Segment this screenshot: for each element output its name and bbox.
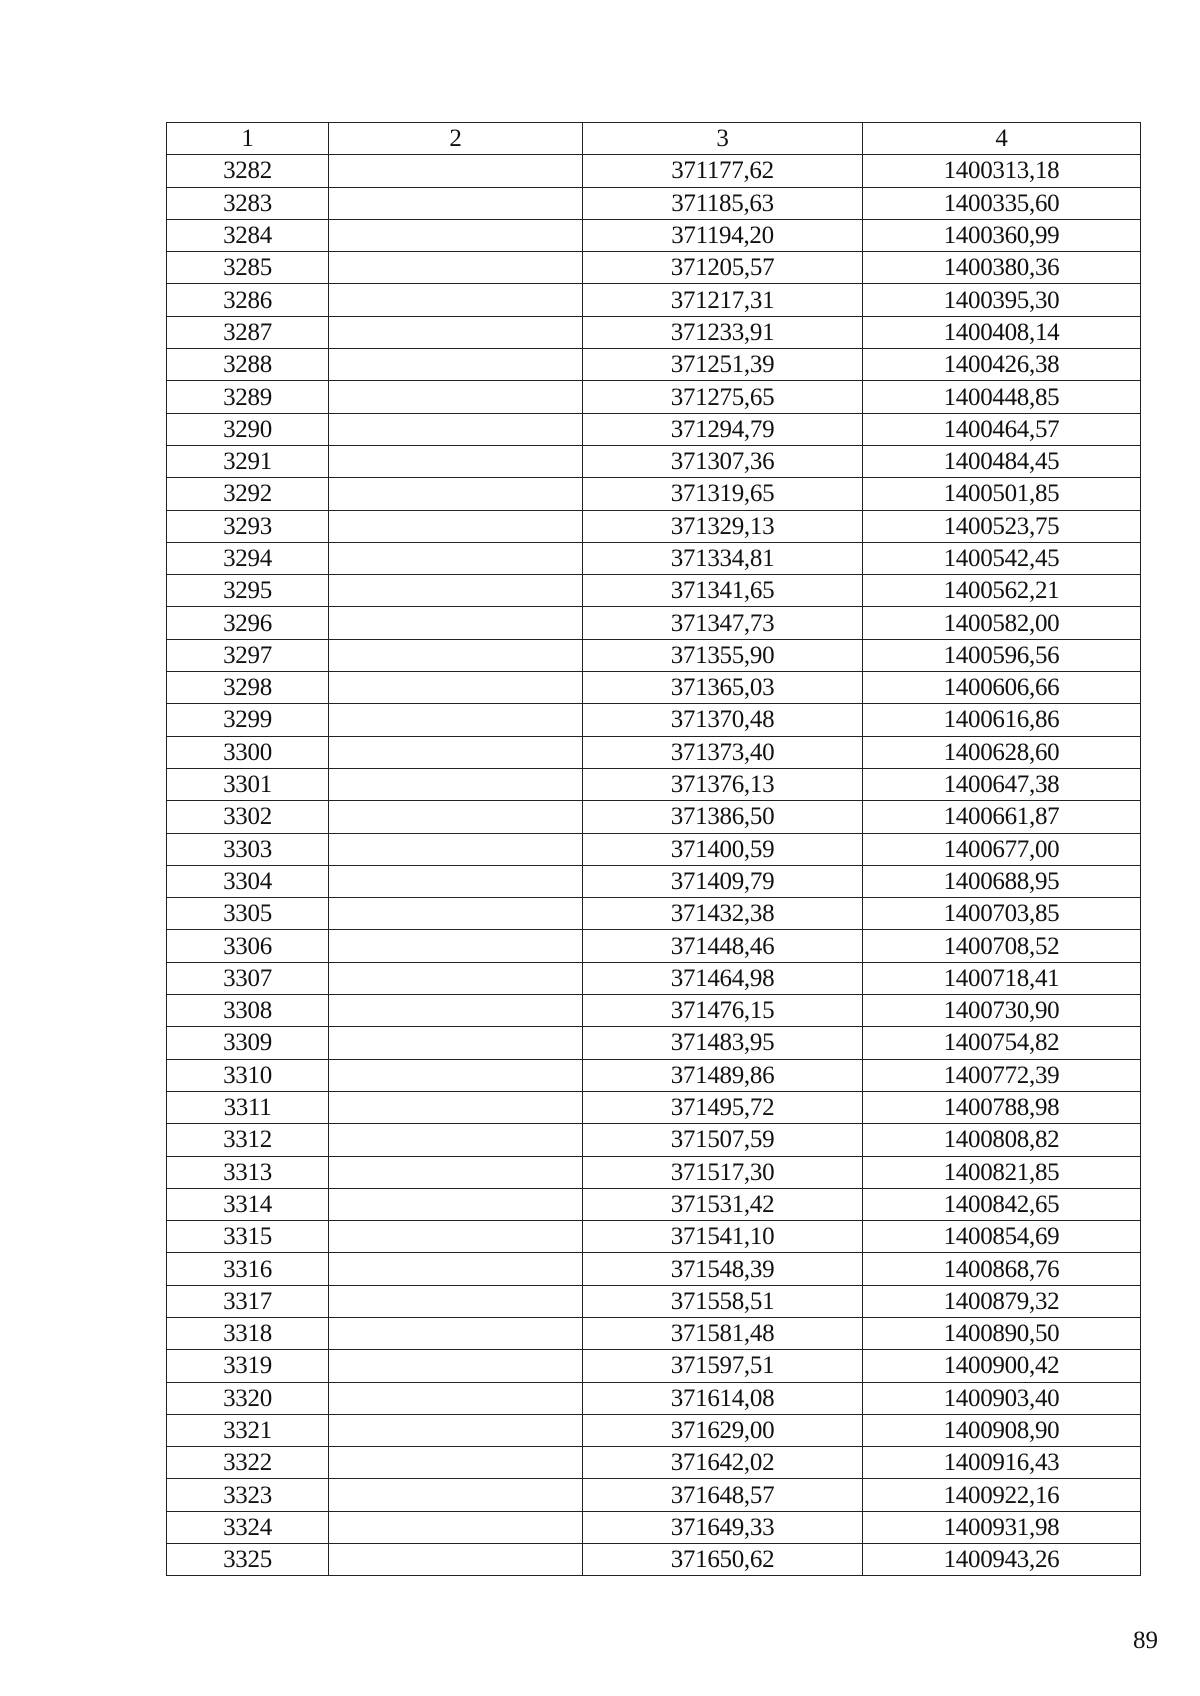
y-coordinate-cell: 1400408,14 [863, 316, 1141, 348]
point-number-cell: 3299 [167, 704, 329, 736]
y-coordinate-cell: 1400596,56 [863, 639, 1141, 671]
y-coordinate-cell: 1400842,65 [863, 1188, 1141, 1220]
description-cell [329, 833, 583, 865]
table-row [167, 607, 1141, 639]
x-coordinate-cell: 371541,10 [583, 1221, 863, 1253]
y-coordinate-cell: 1400542,45 [863, 542, 1141, 574]
description-cell [329, 1317, 583, 1349]
x-coordinate-cell: 371334,81 [583, 542, 863, 574]
header-row [167, 123, 1141, 155]
x-coordinate-cell: 371177,62 [583, 155, 863, 187]
point-number-cell: 3289 [167, 381, 329, 413]
table-row [167, 510, 1141, 542]
description-cell [329, 736, 583, 768]
table-row [167, 768, 1141, 800]
table-row [167, 381, 1141, 413]
table-row [167, 1414, 1141, 1446]
y-coordinate-cell: 1400464,57 [863, 413, 1141, 445]
table-row [167, 316, 1141, 348]
x-coordinate-cell: 371558,51 [583, 1285, 863, 1317]
y-coordinate-cell: 1400708,52 [863, 930, 1141, 962]
y-coordinate-cell: 1400395,30 [863, 284, 1141, 316]
x-coordinate-cell: 371347,73 [583, 607, 863, 639]
point-number-cell: 3301 [167, 768, 329, 800]
table-row [167, 995, 1141, 1027]
y-coordinate-cell: 1400606,66 [863, 672, 1141, 704]
x-coordinate-cell: 371400,59 [583, 833, 863, 865]
table-row [167, 898, 1141, 930]
description-cell [329, 1059, 583, 1091]
table-row [167, 704, 1141, 736]
description-cell [329, 1447, 583, 1479]
description-cell [329, 284, 583, 316]
point-number-cell: 3321 [167, 1414, 329, 1446]
description-cell [329, 1253, 583, 1285]
table-row [167, 672, 1141, 704]
table-row [167, 413, 1141, 445]
point-number-cell: 3315 [167, 1221, 329, 1253]
point-number-cell: 3318 [167, 1317, 329, 1349]
table-row [167, 155, 1141, 187]
y-coordinate-cell: 1400854,69 [863, 1221, 1141, 1253]
table-row [167, 1317, 1141, 1349]
table-row [167, 1447, 1141, 1479]
x-coordinate-cell: 371329,13 [583, 510, 863, 542]
y-coordinate-cell: 1400380,36 [863, 252, 1141, 284]
x-coordinate-cell: 371370,48 [583, 704, 863, 736]
table-row [167, 930, 1141, 962]
description-cell [329, 316, 583, 348]
x-coordinate-cell: 371341,65 [583, 575, 863, 607]
point-number-cell: 3297 [167, 639, 329, 671]
description-cell [329, 252, 583, 284]
description-cell [329, 930, 583, 962]
point-number-cell: 3285 [167, 252, 329, 284]
x-coordinate-cell: 371642,02 [583, 1447, 863, 1479]
description-cell [329, 639, 583, 671]
x-coordinate-cell: 371629,00 [583, 1414, 863, 1446]
x-coordinate-cell: 371495,72 [583, 1091, 863, 1123]
description-cell [329, 1188, 583, 1220]
y-coordinate-cell: 1400900,42 [863, 1350, 1141, 1382]
point-number-cell: 3288 [167, 349, 329, 381]
y-coordinate-cell: 1400448,85 [863, 381, 1141, 413]
description-cell [329, 607, 583, 639]
description-cell [329, 219, 583, 251]
point-number-cell: 3282 [167, 155, 329, 187]
x-coordinate-cell: 371649,33 [583, 1511, 863, 1543]
y-coordinate-cell: 1400868,76 [863, 1253, 1141, 1285]
y-coordinate-cell: 1400772,39 [863, 1059, 1141, 1091]
table-row [167, 575, 1141, 607]
table-row [167, 1511, 1141, 1543]
y-coordinate-cell: 1400879,32 [863, 1285, 1141, 1317]
point-number-cell: 3295 [167, 575, 329, 607]
point-number-cell: 3283 [167, 187, 329, 219]
x-coordinate-cell: 371409,79 [583, 865, 863, 897]
x-coordinate-cell: 371648,57 [583, 1479, 863, 1511]
table-row [167, 865, 1141, 897]
point-number-cell: 3316 [167, 1253, 329, 1285]
point-number-cell: 3302 [167, 801, 329, 833]
header-cell-col-1: 1 [167, 123, 329, 155]
description-cell [329, 381, 583, 413]
page-number: 89 [1133, 1627, 1158, 1654]
y-coordinate-cell: 1400562,21 [863, 575, 1141, 607]
x-coordinate-cell: 371233,91 [583, 316, 863, 348]
description-cell [329, 510, 583, 542]
description-cell [329, 187, 583, 219]
x-coordinate-cell: 371217,31 [583, 284, 863, 316]
description-cell [329, 1124, 583, 1156]
x-coordinate-cell: 371205,57 [583, 252, 863, 284]
table-row [167, 1350, 1141, 1382]
point-number-cell: 3286 [167, 284, 329, 316]
description-cell [329, 898, 583, 930]
description-cell [329, 1511, 583, 1543]
description-cell [329, 413, 583, 445]
table-row [167, 1253, 1141, 1285]
coordinates-table [166, 122, 1141, 1576]
x-coordinate-cell: 371517,30 [583, 1156, 863, 1188]
header-cell-col-2: 2 [329, 123, 583, 155]
point-number-cell: 3294 [167, 542, 329, 574]
description-cell [329, 801, 583, 833]
table-row [167, 833, 1141, 865]
table-row [167, 284, 1141, 316]
y-coordinate-cell: 1400582,00 [863, 607, 1141, 639]
x-coordinate-cell: 371365,03 [583, 672, 863, 704]
point-number-cell: 3317 [167, 1285, 329, 1317]
description-cell [329, 995, 583, 1027]
y-coordinate-cell: 1400647,38 [863, 768, 1141, 800]
y-coordinate-cell: 1400931,98 [863, 1511, 1141, 1543]
table-row [167, 1059, 1141, 1091]
table-row [167, 1221, 1141, 1253]
x-coordinate-cell: 371464,98 [583, 962, 863, 994]
y-coordinate-cell: 1400523,75 [863, 510, 1141, 542]
table-row [167, 445, 1141, 477]
header-cell-col-3: 3 [583, 123, 863, 155]
y-coordinate-cell: 1400788,98 [863, 1091, 1141, 1123]
point-number-cell: 3306 [167, 930, 329, 962]
table-row [167, 187, 1141, 219]
point-number-cell: 3303 [167, 833, 329, 865]
description-cell [329, 768, 583, 800]
x-coordinate-cell: 371432,38 [583, 898, 863, 930]
table-row [167, 962, 1141, 994]
x-coordinate-cell: 371448,46 [583, 930, 863, 962]
description-cell [329, 542, 583, 574]
table-row [167, 219, 1141, 251]
table-row [167, 1124, 1141, 1156]
y-coordinate-cell: 1400821,85 [863, 1156, 1141, 1188]
point-number-cell: 3309 [167, 1027, 329, 1059]
x-coordinate-cell: 371294,79 [583, 413, 863, 445]
y-coordinate-cell: 1400943,26 [863, 1544, 1141, 1576]
x-coordinate-cell: 371507,59 [583, 1124, 863, 1156]
table-row [167, 1091, 1141, 1123]
x-coordinate-cell: 371251,39 [583, 349, 863, 381]
point-number-cell: 3291 [167, 445, 329, 477]
point-number-cell: 3323 [167, 1479, 329, 1511]
x-coordinate-cell: 371185,63 [583, 187, 863, 219]
y-coordinate-cell: 1400484,45 [863, 445, 1141, 477]
description-cell [329, 1350, 583, 1382]
x-coordinate-cell: 371319,65 [583, 478, 863, 510]
table-body [167, 155, 1141, 1576]
y-coordinate-cell: 1400903,40 [863, 1382, 1141, 1414]
y-coordinate-cell: 1400360,99 [863, 219, 1141, 251]
point-number-cell: 3310 [167, 1059, 329, 1091]
point-number-cell: 3322 [167, 1447, 329, 1479]
description-cell [329, 1479, 583, 1511]
y-coordinate-cell: 1400808,82 [863, 1124, 1141, 1156]
point-number-cell: 3292 [167, 478, 329, 510]
table-row [167, 1544, 1141, 1576]
table-row [167, 801, 1141, 833]
y-coordinate-cell: 1400908,90 [863, 1414, 1141, 1446]
description-cell [329, 672, 583, 704]
table-row [167, 1285, 1141, 1317]
x-coordinate-cell: 371194,20 [583, 219, 863, 251]
point-number-cell: 3304 [167, 865, 329, 897]
description-cell [329, 349, 583, 381]
table-row [167, 478, 1141, 510]
point-number-cell: 3319 [167, 1350, 329, 1382]
description-cell [329, 1414, 583, 1446]
description-cell [329, 865, 583, 897]
header-cell-col-4: 4 [863, 123, 1141, 155]
description-cell [329, 1544, 583, 1576]
y-coordinate-cell: 1400730,90 [863, 995, 1141, 1027]
table-row [167, 252, 1141, 284]
description-cell [329, 1382, 583, 1414]
description-cell [329, 155, 583, 187]
x-coordinate-cell: 371376,13 [583, 768, 863, 800]
point-number-cell: 3313 [167, 1156, 329, 1188]
description-cell [329, 575, 583, 607]
description-cell [329, 1027, 583, 1059]
point-number-cell: 3305 [167, 898, 329, 930]
y-coordinate-cell: 1400922,16 [863, 1479, 1141, 1511]
description-cell [329, 445, 583, 477]
y-coordinate-cell: 1400426,38 [863, 349, 1141, 381]
y-coordinate-cell: 1400661,87 [863, 801, 1141, 833]
table-row [167, 1156, 1141, 1188]
x-coordinate-cell: 371614,08 [583, 1382, 863, 1414]
x-coordinate-cell: 371548,39 [583, 1253, 863, 1285]
point-number-cell: 3314 [167, 1188, 329, 1220]
description-cell [329, 1221, 583, 1253]
description-cell [329, 962, 583, 994]
point-number-cell: 3284 [167, 219, 329, 251]
table-row [167, 349, 1141, 381]
table-row [167, 1027, 1141, 1059]
point-number-cell: 3311 [167, 1091, 329, 1123]
y-coordinate-cell: 1400718,41 [863, 962, 1141, 994]
y-coordinate-cell: 1400677,00 [863, 833, 1141, 865]
point-number-cell: 3308 [167, 995, 329, 1027]
table-row [167, 1479, 1141, 1511]
table-header [167, 123, 1141, 155]
x-coordinate-cell: 371650,62 [583, 1544, 863, 1576]
x-coordinate-cell: 371307,36 [583, 445, 863, 477]
x-coordinate-cell: 371386,50 [583, 801, 863, 833]
x-coordinate-cell: 371531,42 [583, 1188, 863, 1220]
point-number-cell: 3287 [167, 316, 329, 348]
description-cell [329, 704, 583, 736]
table-row [167, 639, 1141, 671]
x-coordinate-cell: 371483,95 [583, 1027, 863, 1059]
y-coordinate-cell: 1400616,86 [863, 704, 1141, 736]
point-number-cell: 3307 [167, 962, 329, 994]
point-number-cell: 3320 [167, 1382, 329, 1414]
y-coordinate-cell: 1400890,50 [863, 1317, 1141, 1349]
table-row [167, 1382, 1141, 1414]
point-number-cell: 3290 [167, 413, 329, 445]
point-number-cell: 3298 [167, 672, 329, 704]
y-coordinate-cell: 1400335,60 [863, 187, 1141, 219]
y-coordinate-cell: 1400703,85 [863, 898, 1141, 930]
y-coordinate-cell: 1400313,18 [863, 155, 1141, 187]
y-coordinate-cell: 1400688,95 [863, 865, 1141, 897]
description-cell [329, 1156, 583, 1188]
table-row [167, 542, 1141, 574]
table-row [167, 736, 1141, 768]
y-coordinate-cell: 1400916,43 [863, 1447, 1141, 1479]
x-coordinate-cell: 371476,15 [583, 995, 863, 1027]
description-cell [329, 1091, 583, 1123]
description-cell [329, 1285, 583, 1317]
point-number-cell: 3324 [167, 1511, 329, 1543]
point-number-cell: 3312 [167, 1124, 329, 1156]
point-number-cell: 3293 [167, 510, 329, 542]
point-number-cell: 3300 [167, 736, 329, 768]
x-coordinate-cell: 371355,90 [583, 639, 863, 671]
x-coordinate-cell: 371597,51 [583, 1350, 863, 1382]
x-coordinate-cell: 371489,86 [583, 1059, 863, 1091]
y-coordinate-cell: 1400754,82 [863, 1027, 1141, 1059]
table-row [167, 1188, 1141, 1220]
x-coordinate-cell: 371373,40 [583, 736, 863, 768]
description-cell [329, 478, 583, 510]
point-number-cell: 3325 [167, 1544, 329, 1576]
x-coordinate-cell: 371275,65 [583, 381, 863, 413]
y-coordinate-cell: 1400628,60 [863, 736, 1141, 768]
point-number-cell: 3296 [167, 607, 329, 639]
y-coordinate-cell: 1400501,85 [863, 478, 1141, 510]
x-coordinate-cell: 371581,48 [583, 1317, 863, 1349]
